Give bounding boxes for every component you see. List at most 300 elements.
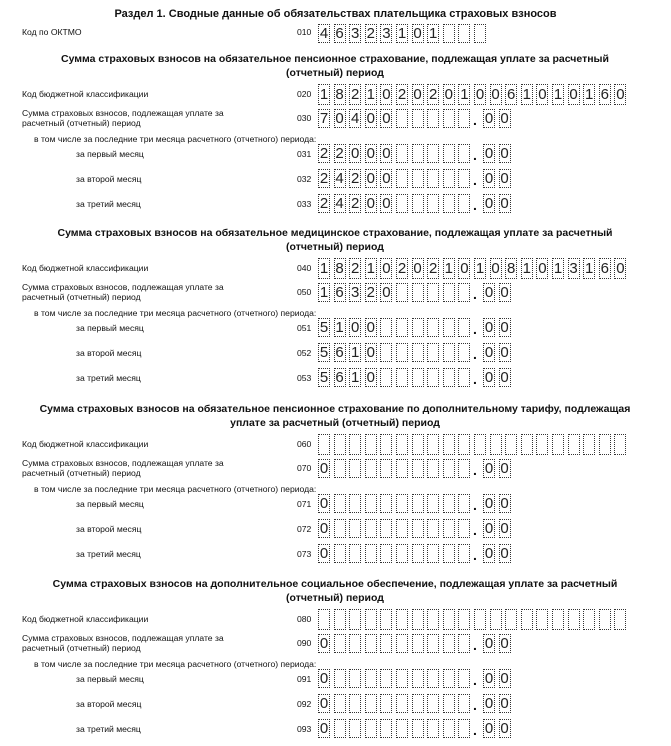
kbk-cell[interactable]: 0 — [491, 260, 500, 277]
month-sum-cell[interactable]: 2 — [351, 170, 360, 187]
month-sum-cell[interactable]: 5 — [319, 369, 329, 386]
sum-cell[interactable] — [349, 459, 361, 478]
sum-cell[interactable] — [412, 283, 424, 302]
kbk-cell[interactable] — [583, 434, 595, 455]
oktmo-cell[interactable]: 4 — [319, 25, 329, 42]
month-sum-cell[interactable]: 0 — [319, 495, 329, 512]
month-sum-cell[interactable] — [412, 169, 424, 188]
sum-cell[interactable]: 0 — [319, 635, 329, 652]
month-sum-cell[interactable] — [427, 544, 439, 563]
kbk-cell[interactable] — [380, 434, 392, 455]
sum-cell[interactable] — [443, 459, 455, 478]
sum-cell[interactable]: 0 — [335, 110, 344, 127]
month-sum-cell[interactable] — [443, 669, 455, 688]
month-sum-cell[interactable] — [458, 194, 470, 213]
month-sum-cell[interactable] — [412, 719, 424, 738]
sum-cell[interactable]: 3 — [351, 284, 360, 301]
sum-kop-cell[interactable]: 0 — [484, 635, 494, 652]
kbk-cell[interactable]: 1 — [319, 260, 329, 277]
sum-cell[interactable] — [443, 634, 455, 653]
month-kop-cell[interactable]: 0 — [500, 369, 509, 386]
month-sum-cell[interactable] — [412, 544, 424, 563]
sum-cell[interactable] — [334, 459, 346, 478]
month-sum-cell[interactable] — [365, 719, 377, 738]
kbk-cell[interactable]: 0 — [538, 86, 547, 103]
sum-cell[interactable] — [396, 283, 408, 302]
month-sum-cell[interactable] — [365, 669, 377, 688]
sum-cell[interactable] — [349, 634, 361, 653]
month-sum-cell[interactable] — [396, 368, 408, 387]
kbk-cell[interactable] — [568, 434, 580, 455]
kbk-cell[interactable] — [427, 609, 439, 630]
kbk-cell[interactable]: 0 — [413, 260, 422, 277]
month-sum-cell[interactable] — [396, 318, 408, 337]
month-kop-cell[interactable]: 0 — [484, 319, 494, 336]
kbk-cell[interactable] — [536, 434, 548, 455]
month-kop-cell[interactable]: 0 — [484, 545, 494, 562]
month-kop-cell[interactable]: 0 — [484, 495, 494, 512]
kbk-cell[interactable]: 0 — [616, 86, 625, 103]
sum-kop-cell[interactable]: 0 — [500, 460, 509, 477]
month-sum-cell[interactable] — [334, 694, 346, 713]
kbk-cell[interactable]: 6 — [507, 86, 516, 103]
sum-kop-cell[interactable]: 0 — [500, 110, 509, 127]
month-sum-cell[interactable] — [458, 318, 470, 337]
kbk-cell[interactable]: 0 — [444, 86, 453, 103]
month-sum-cell[interactable] — [458, 519, 470, 538]
kbk-cell[interactable]: 1 — [366, 260, 375, 277]
month-sum-cell[interactable] — [427, 169, 439, 188]
kbk-cell[interactable]: 0 — [382, 260, 391, 277]
month-sum-cell[interactable]: 2 — [351, 195, 360, 212]
decimal-point: . — [473, 172, 477, 188]
month-sum-cell[interactable] — [380, 368, 392, 387]
sum-cell[interactable] — [427, 283, 439, 302]
month-sum-cell[interactable]: 5 — [319, 319, 329, 336]
oktmo-cell[interactable]: 3 — [382, 25, 391, 42]
kbk-cell[interactable]: 1 — [475, 260, 485, 277]
month-sum-cell[interactable] — [380, 494, 392, 513]
decimal-point: . — [473, 497, 477, 513]
month-kop-cell[interactable]: 0 — [484, 344, 494, 361]
kbk-cell[interactable] — [474, 434, 486, 455]
kbk-cell[interactable] — [412, 434, 424, 455]
month-sum-cell[interactable] — [443, 544, 455, 563]
month-kop-cell[interactable]: 0 — [500, 720, 509, 737]
month-sum-cell[interactable] — [349, 494, 361, 513]
month-sum-cell[interactable] — [427, 194, 439, 213]
kbk-cell[interactable]: 1 — [522, 86, 531, 103]
month-kop-cell[interactable]: 0 — [484, 145, 494, 162]
kbk-label: Код бюджетной классификации — [22, 439, 149, 449]
decimal-point: . — [473, 197, 477, 213]
month-sum-cell[interactable] — [334, 519, 346, 538]
kbk-cell[interactable] — [443, 609, 455, 630]
month-sum-cell[interactable] — [412, 194, 424, 213]
month-sum-cell[interactable] — [365, 494, 377, 513]
kbk-cell[interactable]: 8 — [335, 260, 344, 277]
month-sum-cell[interactable]: 0 — [382, 195, 391, 212]
month-sum-cell[interactable]: 0 — [319, 720, 329, 737]
month-sum-cell[interactable] — [349, 719, 361, 738]
month-sum-cell[interactable] — [427, 343, 439, 362]
month-sum-cell[interactable] — [396, 544, 408, 563]
month-sum-cell[interactable] — [443, 719, 455, 738]
month-kop-cell[interactable]: 0 — [500, 344, 509, 361]
month-sum-cell[interactable] — [396, 144, 408, 163]
last3-label: в том числе за последние три месяца расчетного (отчетного) периода: — [34, 134, 317, 144]
kbk-cell[interactable]: 0 — [460, 260, 469, 277]
kbk-cell[interactable] — [599, 609, 611, 630]
kbk-cell[interactable] — [365, 609, 377, 630]
sum-cell[interactable]: 2 — [366, 284, 375, 301]
month-sum-cell[interactable]: 0 — [366, 170, 375, 187]
kbk-cell[interactable] — [334, 434, 346, 455]
month-sum-cell[interactable] — [458, 343, 470, 362]
month-sum-cell[interactable] — [458, 368, 470, 387]
sum-cell[interactable]: 0 — [366, 110, 375, 127]
kbk-cell[interactable] — [583, 609, 595, 630]
kbk-cell[interactable]: 1 — [444, 260, 453, 277]
kbk-cell[interactable] — [568, 609, 580, 630]
month-kop-cell[interactable]: 0 — [500, 195, 509, 212]
kbk-cell[interactable] — [334, 609, 346, 630]
sum-cell[interactable]: 0 — [319, 460, 329, 477]
sum-cell[interactable] — [458, 459, 470, 478]
kbk-cell[interactable]: 1 — [460, 86, 469, 103]
kbk-cell[interactable] — [380, 609, 392, 630]
month-sum-cell[interactable] — [427, 494, 439, 513]
sum-cell[interactable] — [412, 459, 424, 478]
kbk-cell[interactable]: 2 — [429, 86, 438, 103]
month-sum-cell[interactable] — [396, 494, 408, 513]
sum-cell[interactable]: 0 — [382, 110, 391, 127]
block-title: Сумма страховых взносов на дополнительное социальное обеспечение, подлежащая уплате за расчетный — [52, 578, 618, 590]
kbk-cell[interactable] — [614, 609, 626, 630]
month-sum-cell[interactable]: 0 — [366, 145, 375, 162]
sum-kop-cell[interactable]: 0 — [500, 284, 509, 301]
sum-cell[interactable]: 6 — [335, 284, 344, 301]
sum-cell[interactable] — [380, 634, 392, 653]
kbk-cell[interactable]: 2 — [397, 86, 407, 103]
oktmo-cell[interactable] — [443, 24, 455, 43]
sum-cell[interactable] — [458, 109, 470, 128]
oktmo-cell[interactable]: 1 — [429, 25, 438, 42]
month-sum-cell[interactable]: 6 — [335, 344, 344, 361]
sum-cell[interactable] — [458, 283, 470, 302]
month-sum-cell[interactable] — [427, 519, 439, 538]
month-sum-cell[interactable] — [412, 144, 424, 163]
month-sum-cell[interactable]: 2 — [319, 170, 329, 187]
kbk-cell[interactable]: 1 — [553, 260, 563, 277]
month-sum-cell[interactable] — [365, 519, 377, 538]
month-sum-cell[interactable] — [365, 544, 377, 563]
month-sum-cell[interactable] — [380, 343, 392, 362]
month-sum-cell[interactable] — [412, 669, 424, 688]
month-sum-cell[interactable] — [396, 519, 408, 538]
kbk-cell[interactable] — [552, 434, 564, 455]
month-kop-cell[interactable]: 0 — [484, 695, 494, 712]
sum-cell[interactable] — [412, 109, 424, 128]
month-sum-cell[interactable]: 5 — [319, 344, 329, 361]
month-sum-cell[interactable] — [443, 694, 455, 713]
kbk-code: 060 — [297, 439, 312, 449]
month-sum-cell[interactable] — [412, 368, 424, 387]
month-sum-cell[interactable] — [380, 544, 392, 563]
kbk-cell[interactable] — [599, 434, 611, 455]
month-sum-cell[interactable] — [412, 318, 424, 337]
month-code: 052 — [297, 348, 312, 358]
kbk-cell[interactable] — [490, 434, 502, 455]
month-sum-cell[interactable]: 0 — [366, 344, 375, 361]
month-sum-cell[interactable]: 0 — [351, 319, 360, 336]
month-kop-cell[interactable]: 0 — [500, 319, 509, 336]
month-kop-cell[interactable]: 0 — [484, 195, 494, 212]
month-sum-cell[interactable] — [349, 669, 361, 688]
kbk-cell[interactable] — [412, 609, 424, 630]
block-subtitle: (отчетный) период — [286, 67, 384, 79]
kbk-cell[interactable] — [505, 434, 517, 455]
month-kop-cell[interactable]: 0 — [500, 545, 509, 562]
month-sum-cell[interactable] — [443, 144, 455, 163]
sum-cell[interactable] — [443, 109, 455, 128]
month-sum-cell[interactable]: 1 — [351, 344, 360, 361]
month-sum-cell[interactable] — [427, 368, 439, 387]
kbk-cell[interactable]: 0 — [569, 86, 578, 103]
sum-cell[interactable] — [365, 634, 377, 653]
month-sum-cell[interactable]: 0 — [319, 670, 329, 687]
month-sum-cell[interactable] — [427, 694, 439, 713]
sum-cell[interactable]: 1 — [319, 284, 329, 301]
month-sum-cell[interactable]: 6 — [335, 369, 344, 386]
kbk-cell[interactable]: 0 — [616, 260, 625, 277]
month-sum-cell[interactable]: 0 — [319, 695, 329, 712]
month-sum-cell[interactable] — [458, 719, 470, 738]
kbk-cell[interactable] — [458, 434, 470, 455]
month-sum-cell[interactable] — [458, 169, 470, 188]
kbk-cell[interactable]: 1 — [585, 260, 594, 277]
sum-cell[interactable] — [365, 459, 377, 478]
month-sum-cell[interactable]: 0 — [351, 145, 360, 162]
oktmo-cell[interactable] — [474, 24, 486, 43]
sum-kop-cell[interactable]: 0 — [484, 284, 494, 301]
month-sum-cell[interactable] — [396, 343, 408, 362]
kbk-cell[interactable] — [349, 434, 361, 455]
oktmo-cell[interactable]: 6 — [335, 25, 344, 42]
month-sum-cell[interactable] — [443, 368, 455, 387]
sum-cell[interactable] — [427, 459, 439, 478]
kbk-cell[interactable] — [443, 434, 455, 455]
kbk-cell[interactable]: 1 — [522, 260, 531, 277]
month-sum-cell[interactable] — [365, 694, 377, 713]
kbk-cell[interactable] — [318, 609, 330, 630]
month-kop-cell[interactable]: 0 — [484, 520, 494, 537]
month-sum-cell[interactable] — [396, 669, 408, 688]
month-sum-cell[interactable] — [427, 318, 439, 337]
month-sum-cell[interactable] — [380, 719, 392, 738]
month-sum-cell[interactable] — [380, 669, 392, 688]
month-sum-cell[interactable] — [458, 144, 470, 163]
month-sum-cell[interactable] — [334, 669, 346, 688]
kbk-cell[interactable]: 2 — [351, 86, 360, 103]
kbk-cell[interactable]: 1 — [319, 86, 329, 103]
month-kop-cell[interactable]: 0 — [484, 720, 494, 737]
month-sum-cell[interactable] — [427, 719, 439, 738]
kbk-cell[interactable]: 2 — [397, 260, 407, 277]
month-kop-cell[interactable]: 0 — [484, 170, 494, 187]
month-sum-cell[interactable] — [443, 194, 455, 213]
oktmo-cell[interactable]: 1 — [397, 25, 407, 42]
month-sum-cell[interactable] — [427, 669, 439, 688]
sum-kop-cell[interactable]: 0 — [500, 635, 509, 652]
kbk-cell[interactable] — [552, 609, 564, 630]
kbk-cell[interactable] — [396, 434, 408, 455]
month-kop-cell[interactable]: 0 — [500, 145, 509, 162]
month-sum-cell[interactable] — [427, 144, 439, 163]
month-sum-cell[interactable] — [412, 494, 424, 513]
month-sum-cell[interactable] — [349, 544, 361, 563]
sum-cell[interactable]: 7 — [319, 110, 329, 127]
sum-kop-cell[interactable]: 0 — [484, 460, 494, 477]
month-kop-cell[interactable]: 0 — [500, 670, 509, 687]
month-sum-cell[interactable] — [380, 318, 392, 337]
month-sum-cell[interactable] — [458, 694, 470, 713]
oktmo-cell[interactable]: 3 — [351, 25, 360, 42]
sum-kop-cell[interactable]: 0 — [484, 110, 494, 127]
month-sum-cell[interactable] — [396, 194, 408, 213]
kbk-cell[interactable]: 0 — [538, 260, 547, 277]
kbk-cell[interactable] — [536, 609, 548, 630]
kbk-cell[interactable] — [349, 609, 361, 630]
kbk-cell[interactable]: 0 — [491, 86, 500, 103]
month-sum-cell[interactable]: 0 — [382, 170, 391, 187]
sum-cell[interactable] — [396, 109, 408, 128]
month-sum-cell[interactable] — [458, 544, 470, 563]
kbk-cell[interactable]: 2 — [351, 260, 360, 277]
kbk-cell[interactable]: 0 — [413, 86, 422, 103]
kbk-cell[interactable] — [614, 434, 626, 455]
sum-cell[interactable] — [412, 634, 424, 653]
month-sum-cell[interactable]: 0 — [366, 319, 375, 336]
decimal-point: . — [473, 112, 477, 128]
month-sum-cell[interactable]: 0 — [382, 145, 391, 162]
month-kop-cell[interactable]: 0 — [500, 695, 509, 712]
sum-cell[interactable] — [334, 634, 346, 653]
oktmo-cell[interactable]: 2 — [366, 25, 375, 42]
month-sum-cell[interactable]: 0 — [319, 545, 329, 562]
month-sum-cell[interactable] — [412, 343, 424, 362]
month-sum-cell[interactable] — [443, 318, 455, 337]
month-kop-cell[interactable]: 0 — [484, 369, 494, 386]
sum-cell[interactable] — [458, 634, 470, 653]
month-sum-cell[interactable] — [443, 169, 455, 188]
month-sum-cell[interactable]: 2 — [319, 145, 329, 162]
decimal-point: . — [473, 147, 477, 163]
kbk-cell[interactable]: 8 — [507, 260, 516, 277]
month-kop-cell[interactable]: 0 — [484, 670, 494, 687]
kbk-cell[interactable]: 1 — [366, 86, 375, 103]
kbk-cell[interactable]: 1 — [585, 86, 594, 103]
month-sum-cell[interactable] — [412, 694, 424, 713]
month-code: 031 — [297, 149, 312, 159]
month-sum-cell[interactable]: 1 — [335, 319, 344, 336]
month-sum-cell[interactable] — [458, 669, 470, 688]
oktmo-cell[interactable] — [458, 24, 470, 43]
sum-cell[interactable] — [443, 283, 455, 302]
month-label: за третий месяц — [76, 549, 141, 559]
month-sum-cell[interactable]: 4 — [335, 195, 344, 212]
month-sum-cell[interactable] — [396, 169, 408, 188]
month-kop-cell[interactable]: 0 — [500, 170, 509, 187]
month-sum-cell[interactable] — [443, 494, 455, 513]
month-sum-cell[interactable]: 4 — [335, 170, 344, 187]
month-kop-cell[interactable]: 0 — [500, 520, 509, 537]
kbk-cell[interactable] — [474, 609, 486, 630]
block-subtitle: (отчетный) период — [286, 241, 384, 253]
month-sum-cell[interactable]: 2 — [335, 145, 344, 162]
month-sum-cell[interactable]: 0 — [366, 369, 375, 386]
kbk-cell[interactable] — [365, 434, 377, 455]
sum-cell[interactable] — [396, 459, 408, 478]
month-sum-cell[interactable] — [334, 494, 346, 513]
kbk-cell[interactable]: 0 — [475, 86, 485, 103]
kbk-cell[interactable] — [427, 434, 439, 455]
kbk-cell[interactable] — [396, 609, 408, 630]
sum-cell[interactable] — [427, 634, 439, 653]
sum-cell[interactable]: 4 — [351, 110, 360, 127]
month-sum-cell[interactable] — [334, 544, 346, 563]
month-kop-cell[interactable]: 0 — [500, 495, 509, 512]
month-sum-cell[interactable]: 2 — [319, 195, 329, 212]
kbk-cell[interactable] — [490, 609, 502, 630]
kbk-cell[interactable]: 1 — [553, 86, 563, 103]
kbk-cell[interactable]: 0 — [382, 86, 391, 103]
kbk-cell[interactable] — [521, 609, 533, 630]
month-sum-cell[interactable] — [396, 694, 408, 713]
kbk-cell[interactable] — [458, 609, 470, 630]
kbk-cell[interactable]: 6 — [600, 86, 609, 103]
month-sum-cell[interactable] — [349, 694, 361, 713]
kbk-cell[interactable] — [521, 434, 533, 455]
month-sum-cell[interactable] — [380, 694, 392, 713]
month-sum-cell[interactable] — [334, 719, 346, 738]
month-sum-cell[interactable]: 0 — [319, 520, 329, 537]
month-sum-cell[interactable] — [443, 519, 455, 538]
month-sum-cell[interactable]: 0 — [366, 195, 375, 212]
month-label: за третий месяц — [76, 373, 141, 383]
sum-cell[interactable] — [396, 634, 408, 653]
last3-label: в том числе за последние три месяца расчетного (отчетного) периода: — [34, 484, 317, 494]
sum-cell[interactable] — [427, 109, 439, 128]
kbk-cell[interactable]: 2 — [429, 260, 438, 277]
kbk-cell[interactable]: 8 — [335, 86, 344, 103]
month-sum-cell[interactable]: 1 — [351, 369, 360, 386]
kbk-cell[interactable]: 6 — [600, 260, 609, 277]
month-sum-cell[interactable] — [380, 519, 392, 538]
month-sum-cell[interactable] — [458, 494, 470, 513]
kbk-cell[interactable] — [505, 609, 517, 630]
month-sum-cell[interactable] — [349, 519, 361, 538]
month-sum-cell[interactable] — [412, 519, 424, 538]
decimal-point: . — [473, 371, 477, 387]
month-sum-cell[interactable] — [443, 343, 455, 362]
kbk-cell[interactable] — [318, 434, 330, 455]
sum-cell[interactable]: 0 — [382, 284, 391, 301]
sum-cell[interactable] — [380, 459, 392, 478]
oktmo-cell[interactable]: 0 — [413, 25, 422, 42]
month-sum-cell[interactable] — [396, 719, 408, 738]
kbk-cell[interactable]: 3 — [569, 260, 578, 277]
